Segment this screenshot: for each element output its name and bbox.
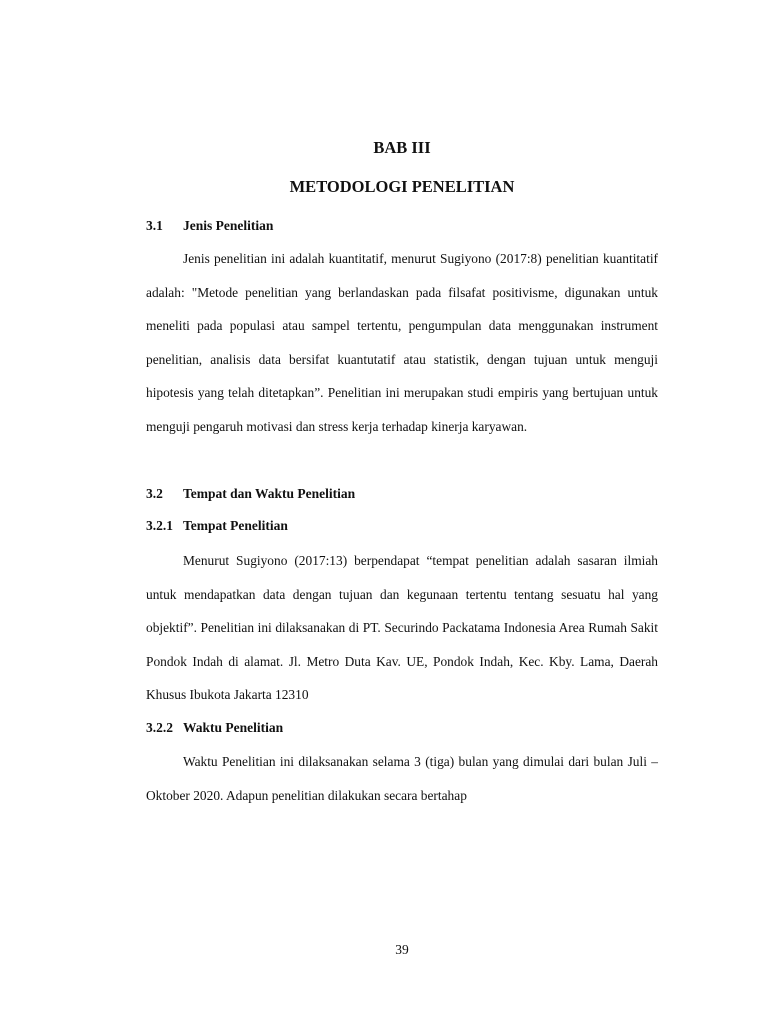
chapter-title: METODOLOGI PENELITIAN	[289, 177, 515, 196]
section-title: Tempat dan Waktu Penelitian	[183, 486, 356, 501]
paragraph-waktu-penelitian: Waktu Penelitian ini dilaksanakan selama 3 (tiga) bulan yang dimulai dari bulan Juli – Oktober 2020. Adapun penelitian dilakukan secara bertahap	[146, 754, 658, 803]
section-heading-3-2	[146, 485, 355, 503]
section-title: Jenis Penelitian	[183, 218, 274, 233]
paragraph-tempat-penelitian: Menurut Sugiyono (2017:13) berpendapat “tempat penelitian adalah sasaran ilmiah untuk mendapatkan data dengan tujuan dan kegunaan tertentu tentang sesuatu hal yang objektif”. Penelitian ini dilaksanakan di PT. Securindo Packatama Indonesia Area Rumah Sakit Pondok Indah di alamat. Jl. Metro Duta Kav. UE, Pondok Indah, Kec. Kby. Lama, Daerah Khusus Ibukota Jakarta 12310	[146, 553, 658, 703]
paragraph-jenis-penelitian: Jenis penelitian ini adalah kuantitatif, menurut Sugiyono (2017:8) penelitian kuantitatif adalah: "Metode penelitian yang berlandaskan pada filsafat positivisme, digunakan untuk meneliti pada populasi atau sampel tertentu, pengumpulan data menggunakan instrument penelitian, analisis data bersifat kuantutatif atau statistik, dengan tujuan untuk menguji hipotesis yang telah ditetapkan”. Penelitian ini merupakan studi empiris yang bertujuan untuk menguji pengaruh motivasi dan stress kerja terhadap kinerja karyawan.	[146, 251, 658, 434]
section-heading-3-1	[146, 217, 273, 235]
section-number: 3.2.1	[146, 518, 173, 533]
section-number: 3.2	[146, 486, 163, 501]
chapter-number: BAB III	[373, 138, 431, 157]
section-title: Waktu Penelitian	[183, 720, 284, 735]
section-number: 3.1	[146, 218, 163, 233]
section-title: Tempat Penelitian	[183, 518, 288, 533]
section-heading-3-2-1	[146, 517, 288, 535]
section-number: 3.2.2	[146, 720, 173, 735]
section-heading-3-2-2	[146, 719, 283, 737]
page-number: 39	[395, 942, 409, 957]
